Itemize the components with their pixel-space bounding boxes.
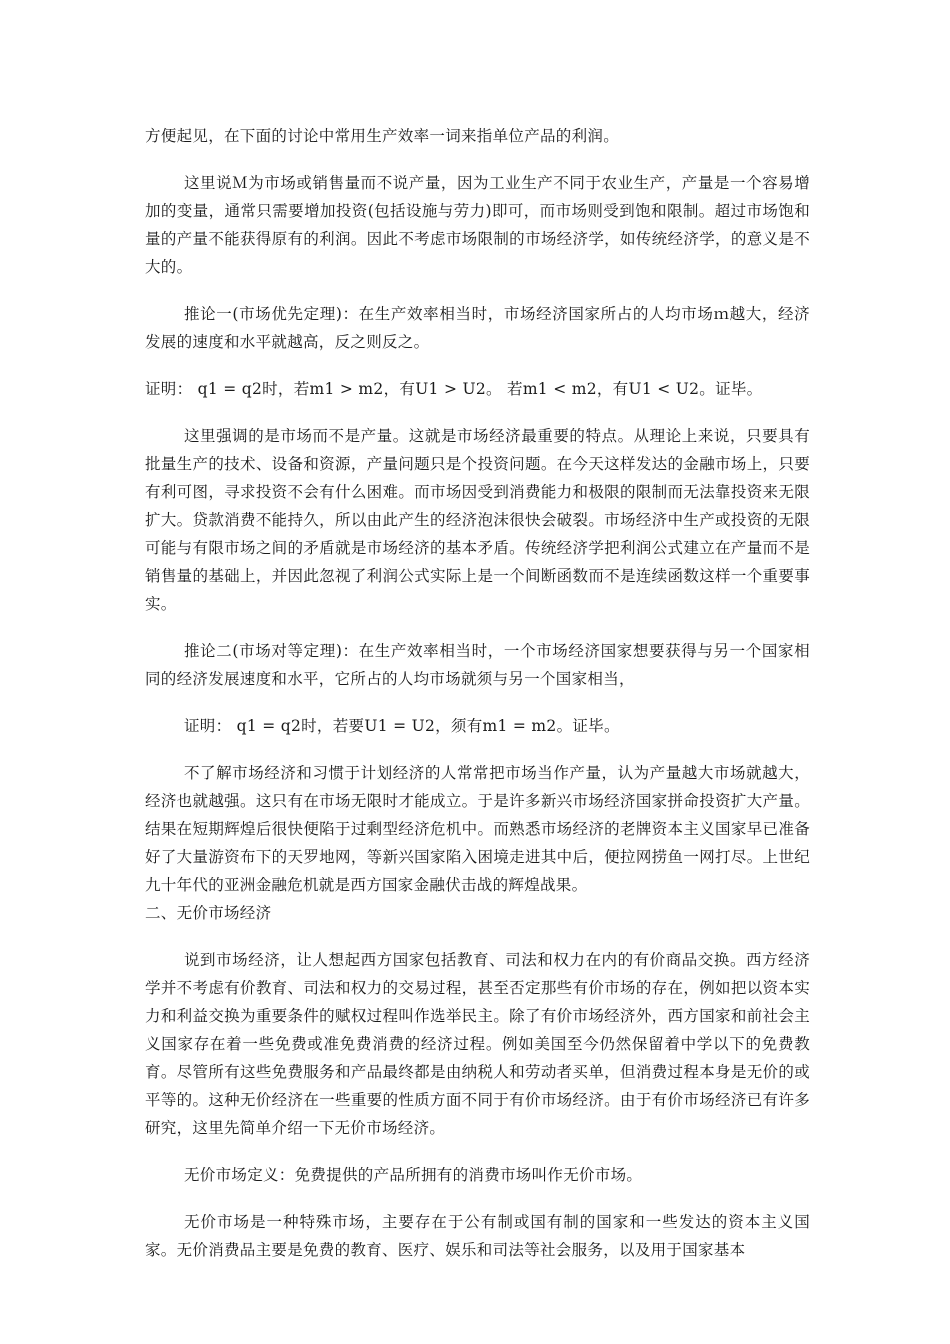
paragraph-free-market-description: 无价市场是一种特殊市场，主要存在于公有制或国有制的国家和一些发达的资本主义国家。无价消费品主要是免费的教育、医疗、娱乐和司法等社会服务，以及用于国家基本 xyxy=(145,1213,810,1259)
paragraph-market-emphasis: 这里强调的是市场而不是产量。这就是市场经济最重要的特点。从理论上来说，只要具有批量生产的技术、设备和资源，产量问题只是个投资问题。在今天这样发达的金融市场上，只要有利可图，寻求投资不会有什么困难。而市场因受到消费能力和极限的限制而无法靠投资来无限扩大。贷款消费不能持久，所以由此产生的经济泡沫很快会破裂。市场经济中生产或投资的无限可能与有限市场之间的矛盾就是市场经济的基本矛盾。传统经济学把利润公式建立在产量而不是销售量的基础上，并因此忽视了利润公式实际上是一个间断函数而不是连续函数这样一个重要事实。 xyxy=(145,427,810,613)
paragraph-proof-two: 证明： q1 = q2时，若要U1 = U2，须有m1 = m2。证毕。 xyxy=(184,717,620,735)
paragraph-proof-one: 证明： q1 = q2时，若m1 > m2，有U1 > U2。 若m1 < m2，有U1 < U2。证毕。 xyxy=(145,380,763,398)
section-heading: 二、无价市场经济 xyxy=(145,904,272,922)
paragraph-corollary-one: 推论一(市场优先定理)：在生产效率相当时，市场经济国家所占的人均市场ｍ越大，经济发展的速度和水平就越高，反之则反之。 xyxy=(145,305,810,351)
document-page xyxy=(145,122,810,1264)
paragraph-western-markets: 说到市场经济，让人想起西方国家包括教育、司法和权力在内的有价商品交换。西方经济学并不考虑有价教育、司法和权力的交易过程，甚至否定那些有价市场的存在，例如把以资本实力和利益交换为重要条件的赋权过程叫作选举民主。除了有价市场经济外，西方国家和前社会主义国家存在着一些免费或准免费消费的经济过程。例如美国至今仍然保留着中学以下的免费教育。尽管所有这些免费服务和产品最终都是由纳税人和劳动者买单，但消费过程本身是无价的或平等的。这种无价经济在一些重要的性质方面不同于有价市场经济。由于有价市场经济已有许多研究，这里先简单介绍一下无价市场经济。 xyxy=(145,951,810,1137)
paragraph-planned-economy: 不了解市场经济和习惯于计划经济的人常常把市场当作产量，认为产量越大市场就越大，经济也就越强。这只有在市场无限时才能成立。于是许多新兴市场经济国家拼命投资扩大产量。结果在短期辉煌后很快便陷于过剩型经济危机中。而熟悉市场经济的老牌资本主义国家早已准备好了大量游资布下的天罗地网，等新兴国家陷入困境走进其中后，便拉网捞鱼一网打尽。上世纪九十年代的亚洲金融危机就是西方国家金融伏击战的辉煌战果。 xyxy=(145,764,810,894)
paragraph-corollary-two: 推论二(市场对等定理)：在生产效率相当时，一个市场经济国家想要获得与另一个国家相同的经济发展速度和水平，它所占的人均市场就须与另一个国家相当， xyxy=(145,642,810,688)
paragraph-free-market-definition: 无价市场定义：免费提供的产品所拥有的消费市场叫作无价市场。 xyxy=(184,1166,643,1184)
paragraph-intro: 方便起见，在下面的讨论中常用生产效率一词来指单位产品的利润。 xyxy=(145,127,620,145)
paragraph-market-note: 这里说Ｍ为市场或销售量而不说产量，因为工业生产不同于农业生产，产量是一个容易增加的变量，通常只需要增加投资(包括设施与劳力)即可，而市场则受到饱和限制。超过市场饱和量的产量不能获得原有的利润。因此不考虑市场限制的市场经济学，如传统经济学，的意义是不大的。 xyxy=(145,174,810,276)
